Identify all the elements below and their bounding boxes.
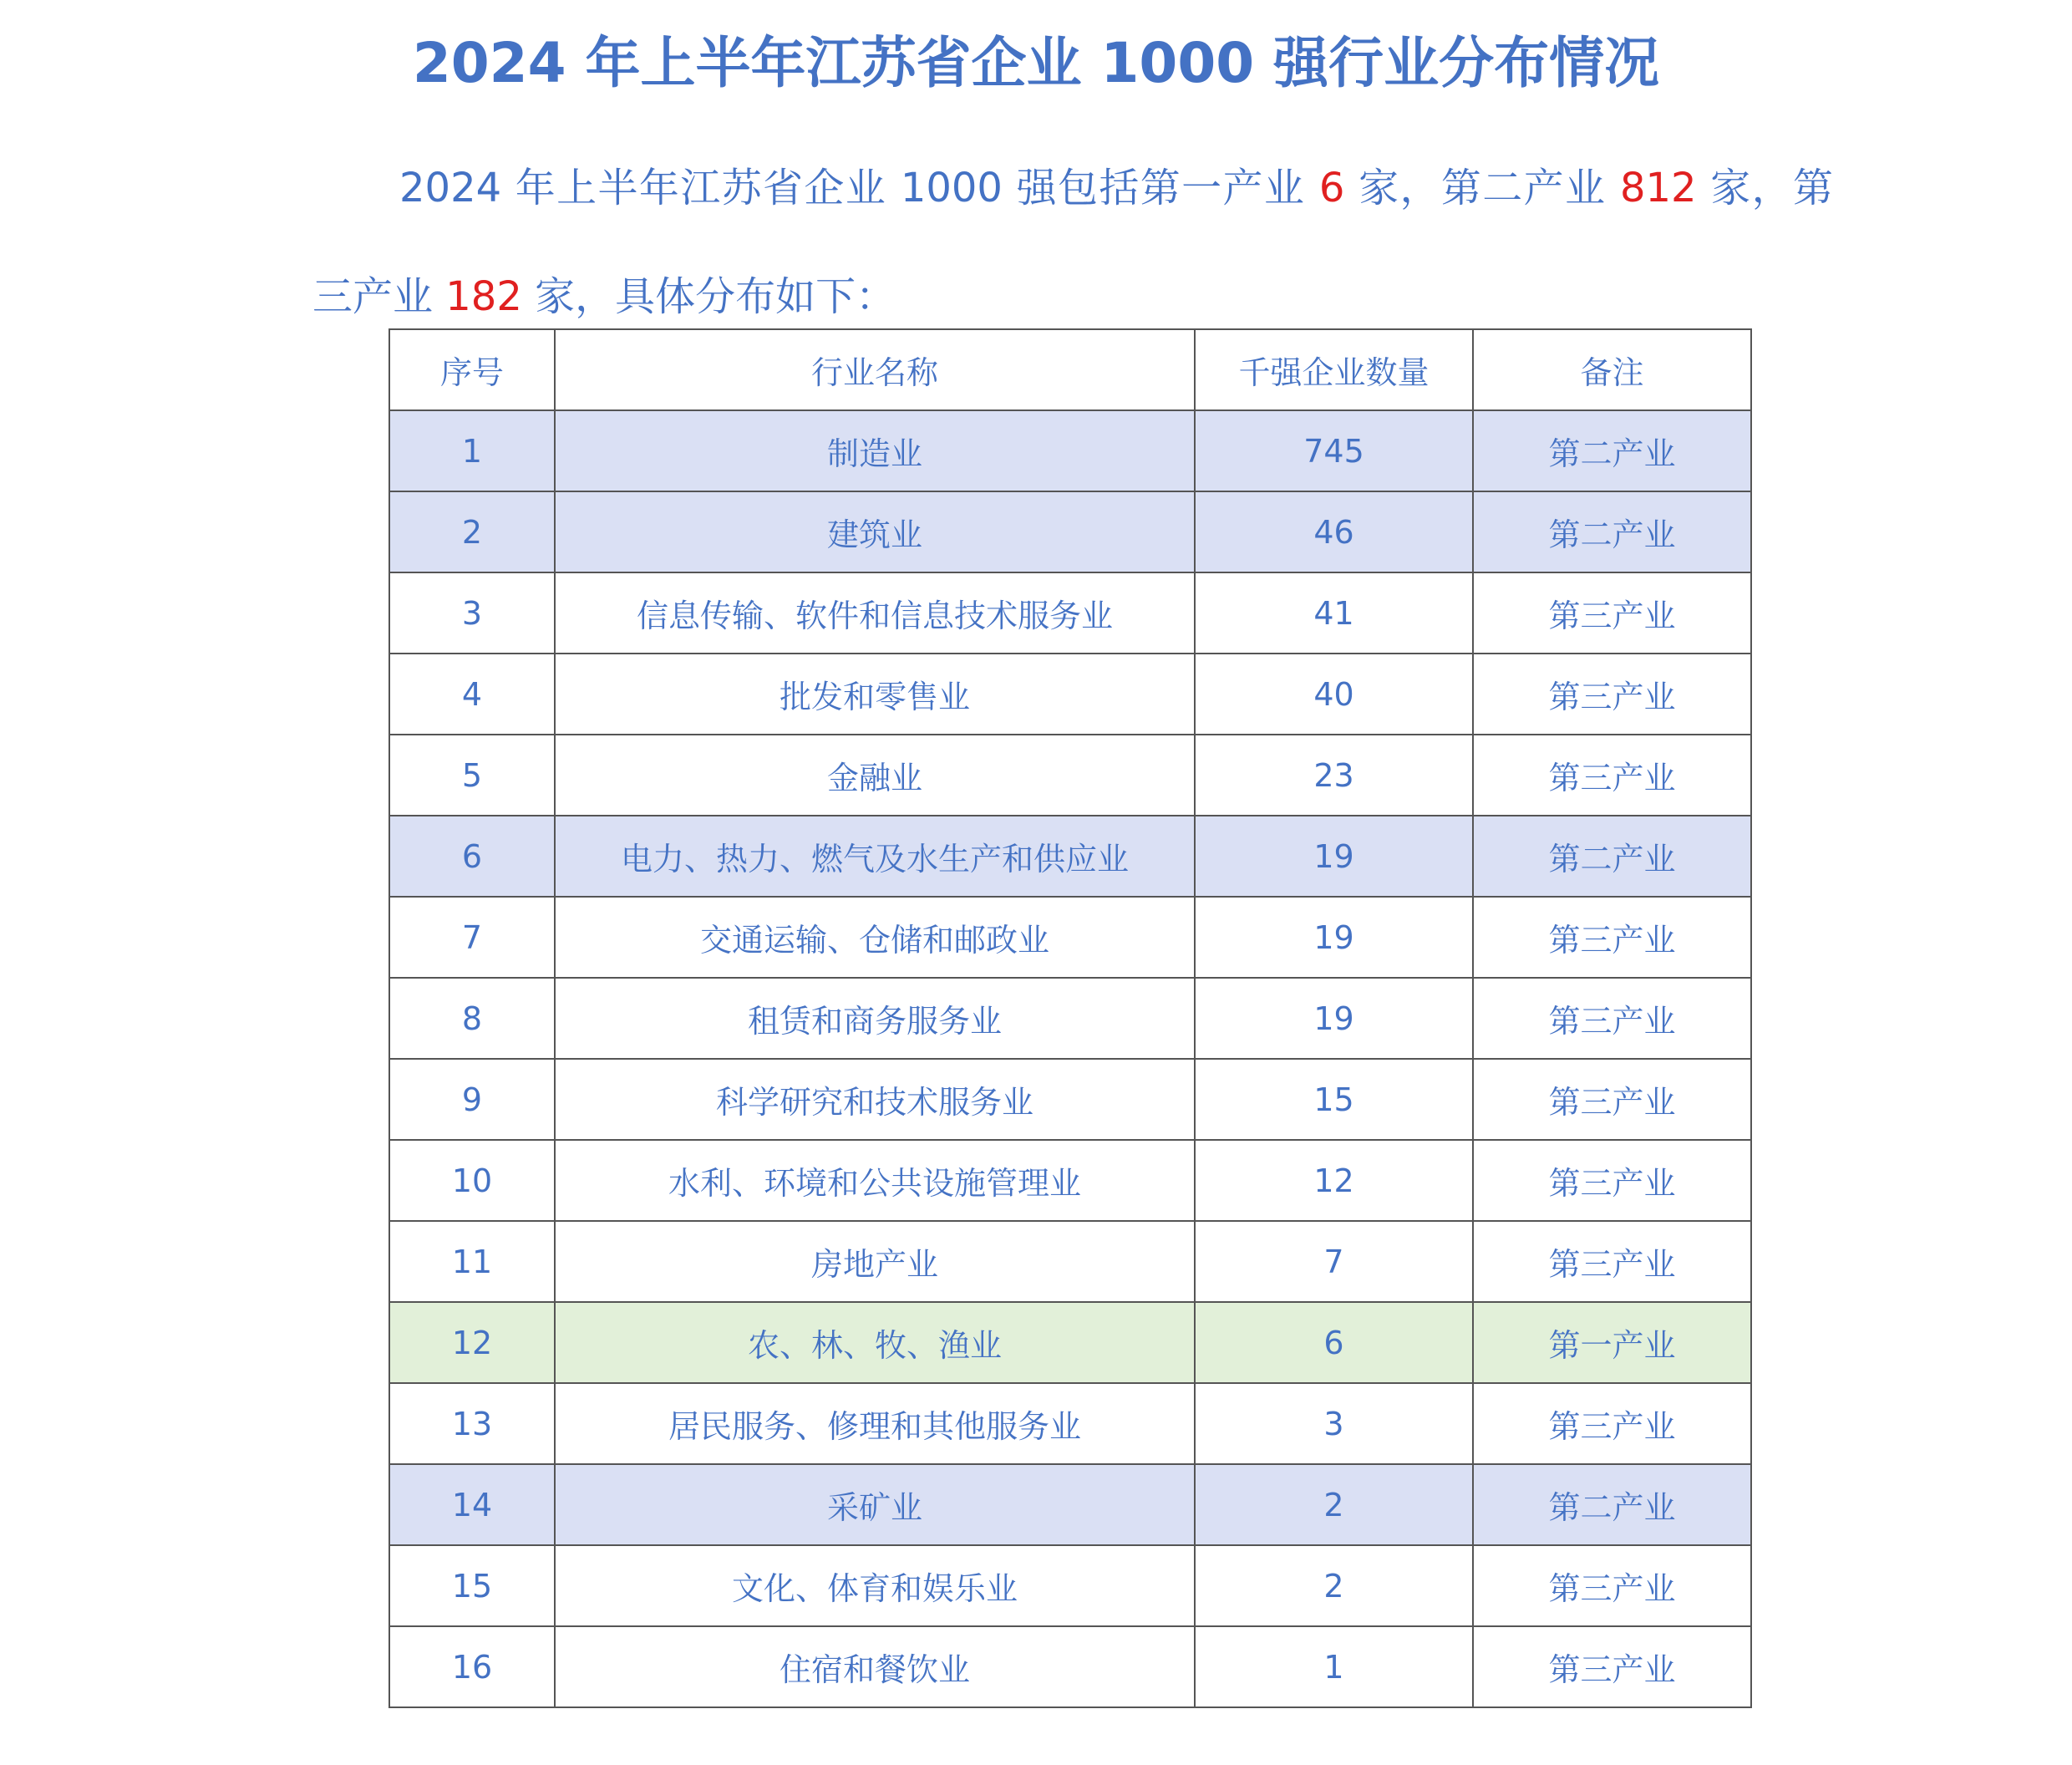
cell-industry-name: 信息传输、软件和信息技术服务业 — [555, 572, 1195, 654]
cell-industry-name: 租赁和商务服务业 — [555, 978, 1195, 1059]
cell-industry-name: 水利、环境和公共设施管理业 — [555, 1140, 1195, 1221]
cell-enterprise-count: 2 — [1195, 1545, 1473, 1626]
header-serial-number: 序号 — [389, 329, 555, 410]
table-row — [389, 1383, 1751, 1464]
intro-text-3: 家，第三产业 — [312, 165, 1833, 320]
cell-enterprise-count: 1 — [1195, 1626, 1473, 1707]
cell-serial-number: 14 — [389, 1464, 555, 1545]
cell-serial-number: 12 — [389, 1302, 555, 1383]
cell-serial-number: 5 — [389, 735, 555, 816]
cell-note: 第二产业 — [1473, 410, 1751, 491]
cell-enterprise-count: 6 — [1195, 1302, 1473, 1383]
table-row — [389, 1626, 1751, 1707]
header-industry-name: 行业名称 — [555, 329, 1195, 410]
table-row — [389, 978, 1751, 1059]
table-row — [389, 816, 1751, 897]
table-row — [389, 491, 1751, 572]
cell-note: 第三产业 — [1473, 735, 1751, 816]
cell-serial-number: 3 — [389, 572, 555, 654]
cell-industry-name: 制造业 — [555, 410, 1195, 491]
cell-industry-name: 批发和零售业 — [555, 654, 1195, 735]
cell-note: 第三产业 — [1473, 654, 1751, 735]
cell-note: 第三产业 — [1473, 897, 1751, 978]
cell-enterprise-count: 15 — [1195, 1059, 1473, 1140]
cell-enterprise-count: 745 — [1195, 410, 1473, 491]
cell-serial-number: 15 — [389, 1545, 555, 1626]
cell-industry-name: 科学研究和技术服务业 — [555, 1059, 1195, 1140]
cell-note: 第一产业 — [1473, 1302, 1751, 1383]
cell-enterprise-count: 12 — [1195, 1140, 1473, 1221]
cell-note: 第二产业 — [1473, 816, 1751, 897]
cell-serial-number: 13 — [389, 1383, 555, 1464]
cell-industry-name: 居民服务、修理和其他服务业 — [555, 1383, 1195, 1464]
cell-enterprise-count: 46 — [1195, 491, 1473, 572]
cell-enterprise-count: 23 — [1195, 735, 1473, 816]
primary-industry-count: 6 — [1318, 165, 1345, 211]
table-row — [389, 1140, 1751, 1221]
table-row — [389, 1059, 1751, 1140]
table-row — [389, 1302, 1751, 1383]
cell-industry-name: 住宿和餐饮业 — [555, 1626, 1195, 1707]
cell-industry-name: 采矿业 — [555, 1464, 1195, 1545]
cell-note: 第三产业 — [1473, 1545, 1751, 1626]
page-title: 2024 年上半年江苏省企业 1000 强行业分布情况 — [412, 31, 1660, 95]
tertiary-industry-count: 182 — [445, 273, 522, 320]
cell-note: 第二产业 — [1473, 491, 1751, 572]
cell-enterprise-count: 3 — [1195, 1383, 1473, 1464]
cell-serial-number: 7 — [389, 897, 555, 978]
cell-industry-name: 农、林、牧、渔业 — [555, 1302, 1195, 1383]
cell-note: 第三产业 — [1473, 1383, 1751, 1464]
table-row — [389, 897, 1751, 978]
header-note: 备注 — [1473, 329, 1751, 410]
table-row — [389, 1464, 1751, 1545]
cell-note: 第二产业 — [1473, 1464, 1751, 1545]
cell-serial-number: 1 — [389, 410, 555, 491]
intro-text-2: 家，第二产业 — [1344, 165, 1620, 211]
cell-note: 第三产业 — [1473, 1059, 1751, 1140]
cell-enterprise-count: 2 — [1195, 1464, 1473, 1545]
table-row — [389, 735, 1751, 816]
intro-text-1: 2024 年上半年江苏省企业 1000 强包括第一产业 — [399, 165, 1319, 211]
cell-industry-name: 交通运输、仓储和邮政业 — [555, 897, 1195, 978]
cell-serial-number: 4 — [389, 654, 555, 735]
table-row — [389, 1545, 1751, 1626]
table-row — [389, 1221, 1751, 1302]
cell-industry-name: 房地产业 — [555, 1221, 1195, 1302]
intro-paragraph — [312, 134, 1833, 351]
cell-note: 第三产业 — [1473, 1626, 1751, 1707]
intro-text-4: 家，具体分布如下： — [521, 273, 896, 320]
cell-industry-name: 文化、体育和娱乐业 — [555, 1545, 1195, 1626]
cell-enterprise-count: 40 — [1195, 654, 1473, 735]
cell-enterprise-count: 7 — [1195, 1221, 1473, 1302]
cell-industry-name: 电力、热力、燃气及水生产和供应业 — [555, 816, 1195, 897]
header-enterprise-count: 千强企业数量 — [1195, 329, 1473, 410]
table-row — [389, 572, 1751, 654]
industry-distribution-table — [388, 328, 1752, 1708]
cell-note: 第三产业 — [1473, 978, 1751, 1059]
cell-serial-number: 8 — [389, 978, 555, 1059]
cell-serial-number: 10 — [389, 1140, 555, 1221]
table-row — [389, 410, 1751, 491]
cell-serial-number: 16 — [389, 1626, 555, 1707]
cell-note: 第三产业 — [1473, 1221, 1751, 1302]
cell-industry-name: 金融业 — [555, 735, 1195, 816]
cell-enterprise-count: 41 — [1195, 572, 1473, 654]
cell-enterprise-count: 19 — [1195, 978, 1473, 1059]
cell-serial-number: 11 — [389, 1221, 555, 1302]
cell-enterprise-count: 19 — [1195, 816, 1473, 897]
cell-note: 第三产业 — [1473, 572, 1751, 654]
cell-serial-number: 9 — [389, 1059, 555, 1140]
table-header-row — [389, 329, 1751, 410]
cell-industry-name: 建筑业 — [555, 491, 1195, 572]
cell-enterprise-count: 19 — [1195, 897, 1473, 978]
cell-serial-number: 6 — [389, 816, 555, 897]
table-body — [389, 410, 1751, 1707]
cell-note: 第三产业 — [1473, 1140, 1751, 1221]
secondary-industry-count: 812 — [1619, 165, 1697, 211]
cell-serial-number: 2 — [389, 491, 555, 572]
table-row — [389, 654, 1751, 735]
